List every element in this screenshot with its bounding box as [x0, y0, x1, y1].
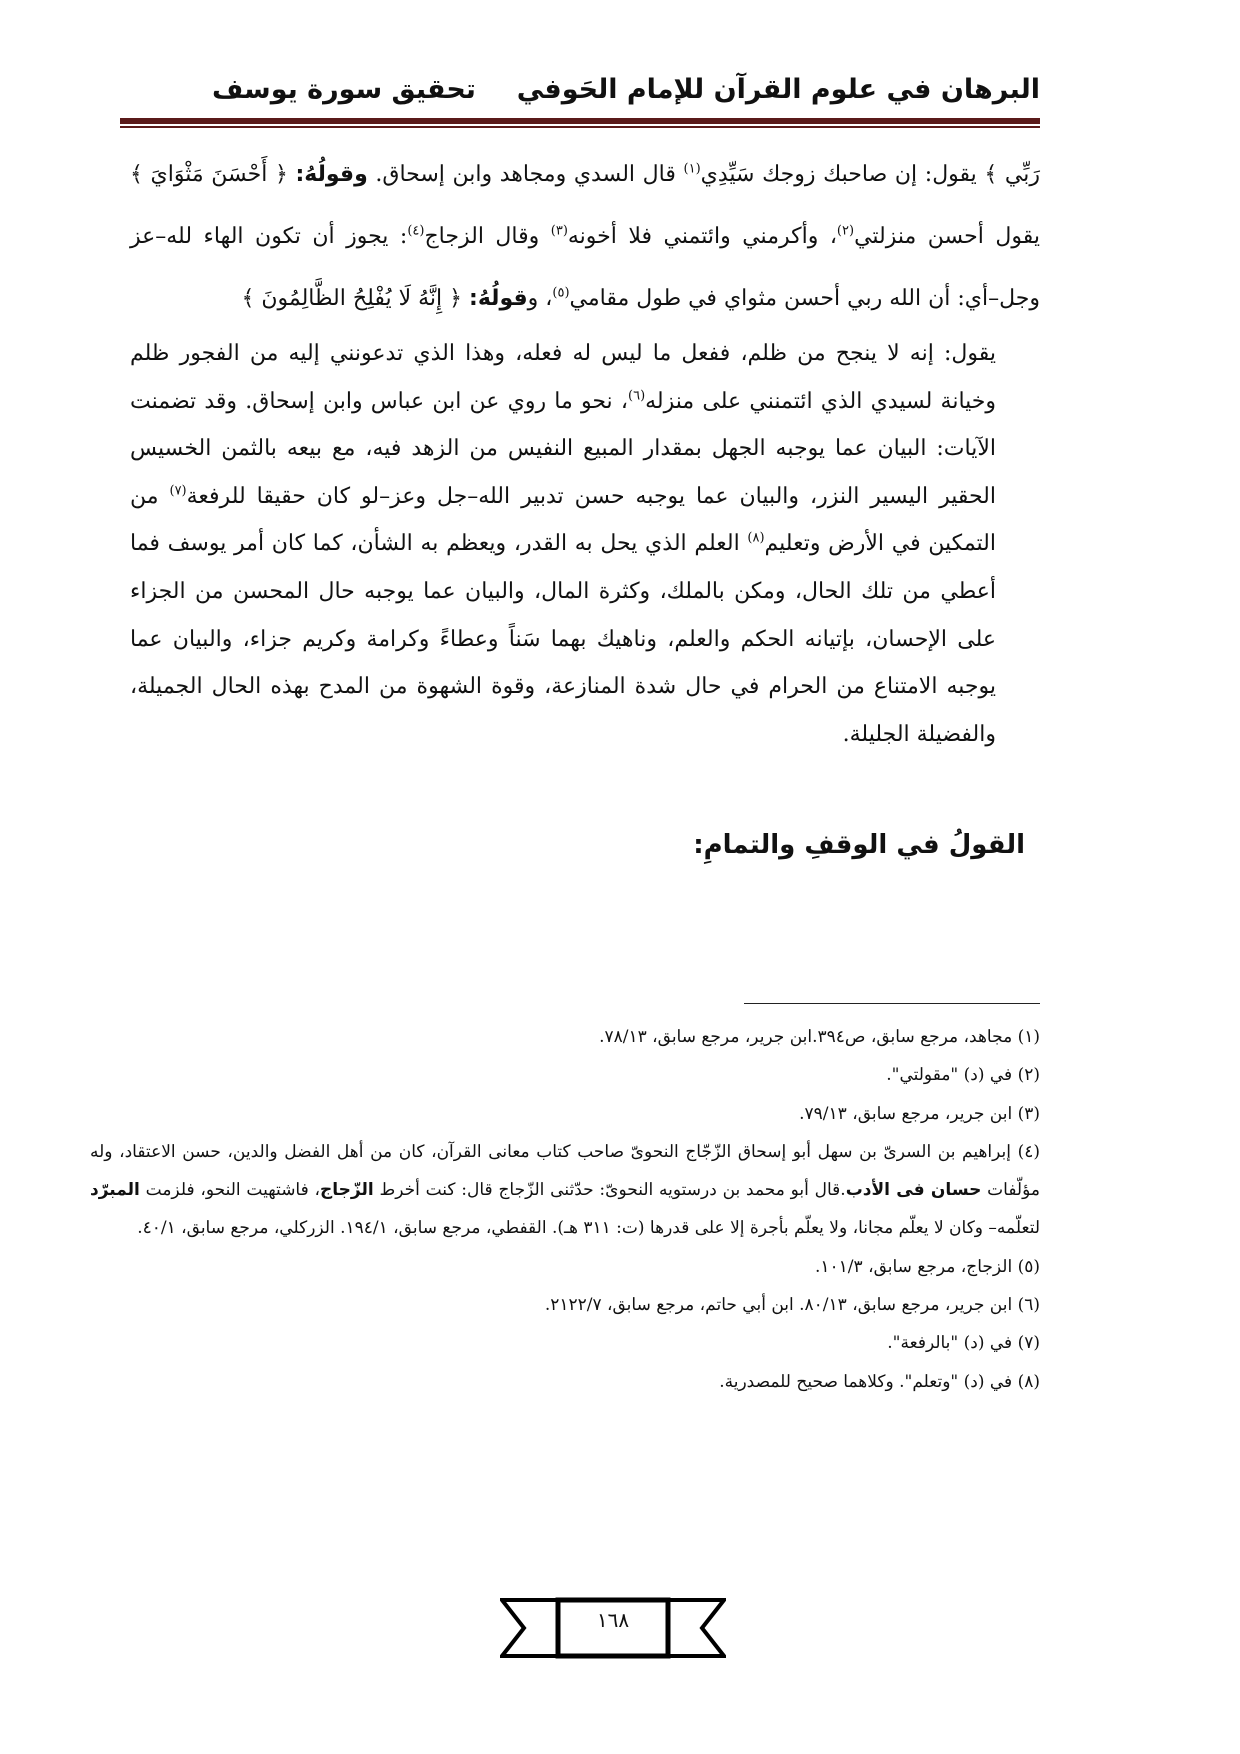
page-number: ١٦٨ [596, 1608, 630, 1632]
section-heading: القولُ في الوقفِ والتمامِ: [693, 830, 1025, 860]
footnote-8: (٨) في (د) "وتعلم". وكلاهما صحيح للمصدرية. [719, 1371, 1040, 1392]
footnote-2: (٢) في (د) "مقولتي". [886, 1065, 1040, 1086]
text-run: .قال أبو محمد بن درستويه النحوىّ: حدّثنى الزّجاج قال: كنت أخرط [373, 1180, 846, 1201]
footnote-ref-7[interactable]: (٧) [169, 483, 187, 499]
text-run: ﴿ إِنَّهُ لَا يُفْلِحُ الظَّالِمُونَ ﴾ [241, 286, 470, 311]
book-title: البرهان في علوم القرآن للإمام الحَوفي [516, 74, 1040, 105]
footnote-4 [90, 1133, 1040, 1248]
text-run: وقال الزجاج [424, 224, 551, 249]
footnote-6: (٦) ابن جرير، مرجع سابق، ٨٠/١٣. ابن أبي حاتم، مرجع سابق، ٢١٢٢/٧. [544, 1295, 1040, 1316]
text-run: ، نحو ما روي عن ابن عباس وابن إسحاق. وقد تضمنت الآيات: البيان عما يوجبه الجهل بمقدار المبيع النفيس من الزهد فيه، مع بيعه بالثمن الخسيس الحقير اليسير النزر، والبيان عما يوجبه حسن تدبير الله–جل وعز–لو كان حقيقا للرفعة [130, 388, 996, 509]
bold-run: الزّجاج [320, 1180, 374, 1201]
text-run: (٤) إبراهيم بن السرىّ بن سهل أبو إسحاق الزّجّاج النحوىّ صاحب كتاب معانى القرآن، كان من أهل الفضل والدين، حسن الاعتقاد، وله مؤلّفات [90, 1141, 1041, 1201]
footnote-ref-6[interactable]: (٦) [628, 388, 646, 404]
keyword-qawluhu: وقولُهُ: [295, 162, 368, 187]
header-rule-thin [120, 126, 1040, 128]
footnote-5: (٥) الزجاج، مرجع سابق، ١٠١/٣. [815, 1256, 1040, 1277]
text-run: يقول: إنه لا ينجح من ظلم، ففعل ما ليس له فعله، وهذا الذي تدعونني إليه من الفجور ظلم وخيانة لسيدي الذي ائتمنني على منزله [130, 341, 997, 414]
footnote-ref-5[interactable]: (٥) [552, 285, 570, 301]
main-text [130, 144, 1040, 758]
bold-run: المبرّد [90, 1180, 140, 1201]
text-run: ﴿ أَحْسَنَ مَثْوَايَ ﴾ يقول أحسن منزلتي [130, 162, 1040, 249]
footnote-ref-8[interactable]: (٨) [747, 531, 765, 547]
bold-run: حسان فى الأدب [845, 1180, 982, 1201]
text-run: ، فاشتهيت النحو، فلزمت [139, 1180, 321, 1201]
page-number-ornament [558, 1600, 668, 1654]
running-header [120, 74, 1040, 114]
paragraph-2 [130, 330, 1040, 758]
footnotes [90, 1018, 1040, 1401]
footnote-separator [744, 1003, 1040, 1004]
text-run: ، و [527, 286, 553, 311]
footnote-ref-1[interactable]: (١) [683, 161, 701, 177]
paragraph-1 [130, 144, 1040, 330]
section-title: تحقيق سورة يوسف [212, 74, 476, 105]
footnote-3: (٣) ابن جرير، مرجع سابق، ٧٩/١٣. [799, 1103, 1040, 1124]
footnote-1: (١) مجاهد، مرجع سابق، ص٣٩٤.ابن جرير، مرجع سابق، ٧٨/١٣. [599, 1027, 1040, 1047]
text-run: قال السدي ومجاهد وابن إسحاق. [367, 162, 684, 187]
keyword-qawluhu: قولُهُ: [469, 286, 528, 311]
text-run: لتعلّمه– وكان لا يعلّم مجانا، ولا يعلّم بأجرة إلا على قدرها (ت: ٣١١ هـ). القفطي، مرجع سابق، ١٩٤/١. الزركلي، مرجع سابق، ٤٠/١. [137, 1218, 1040, 1239]
header-rule-thick [120, 118, 1040, 124]
footnote-ref-2[interactable]: (٢) [836, 223, 855, 239]
footnote-ref-3[interactable]: (٣) [550, 223, 568, 239]
text-run: العلم الذي يحل به القدر، ويعظم به الشأن، كما كان أمر يوسف فما أعطي من تلك الحال، ومكن بالملك، وكثرة المال، والبيان عما يوجبه حال المحسن من الجزاء على الإحسان، بإتيانه الحكم والعلم، وناهيك بهما سَناً وعطاءً وكرامة وكريم جزاء، والبيان عما يوجبه الامتناع من الحرام في حال شدة المنازعة، وقوة الشهوة من المدح بهذه الحال الجميلة، والفضيلة الجليلة. [130, 531, 996, 747]
text-run: من التمكين في الأرض وتعليم [130, 483, 996, 557]
text-run: : يجوز أن تكون الهاء لله–عز وجل–أي: أن الله ربي أحسن مثواي في طول مقامي [130, 224, 1040, 311]
footnote-7: (٧) في (د) "بالرفعة". [887, 1333, 1040, 1354]
text-run: ، وأكرمني وائتمني فلا أخونه [567, 224, 837, 249]
footnote-ref-4[interactable]: (٤) [407, 223, 425, 239]
text-run: رَبِّي ﴾ يقول: إن صاحبك زوجك سَيِّدِي [700, 162, 1041, 187]
